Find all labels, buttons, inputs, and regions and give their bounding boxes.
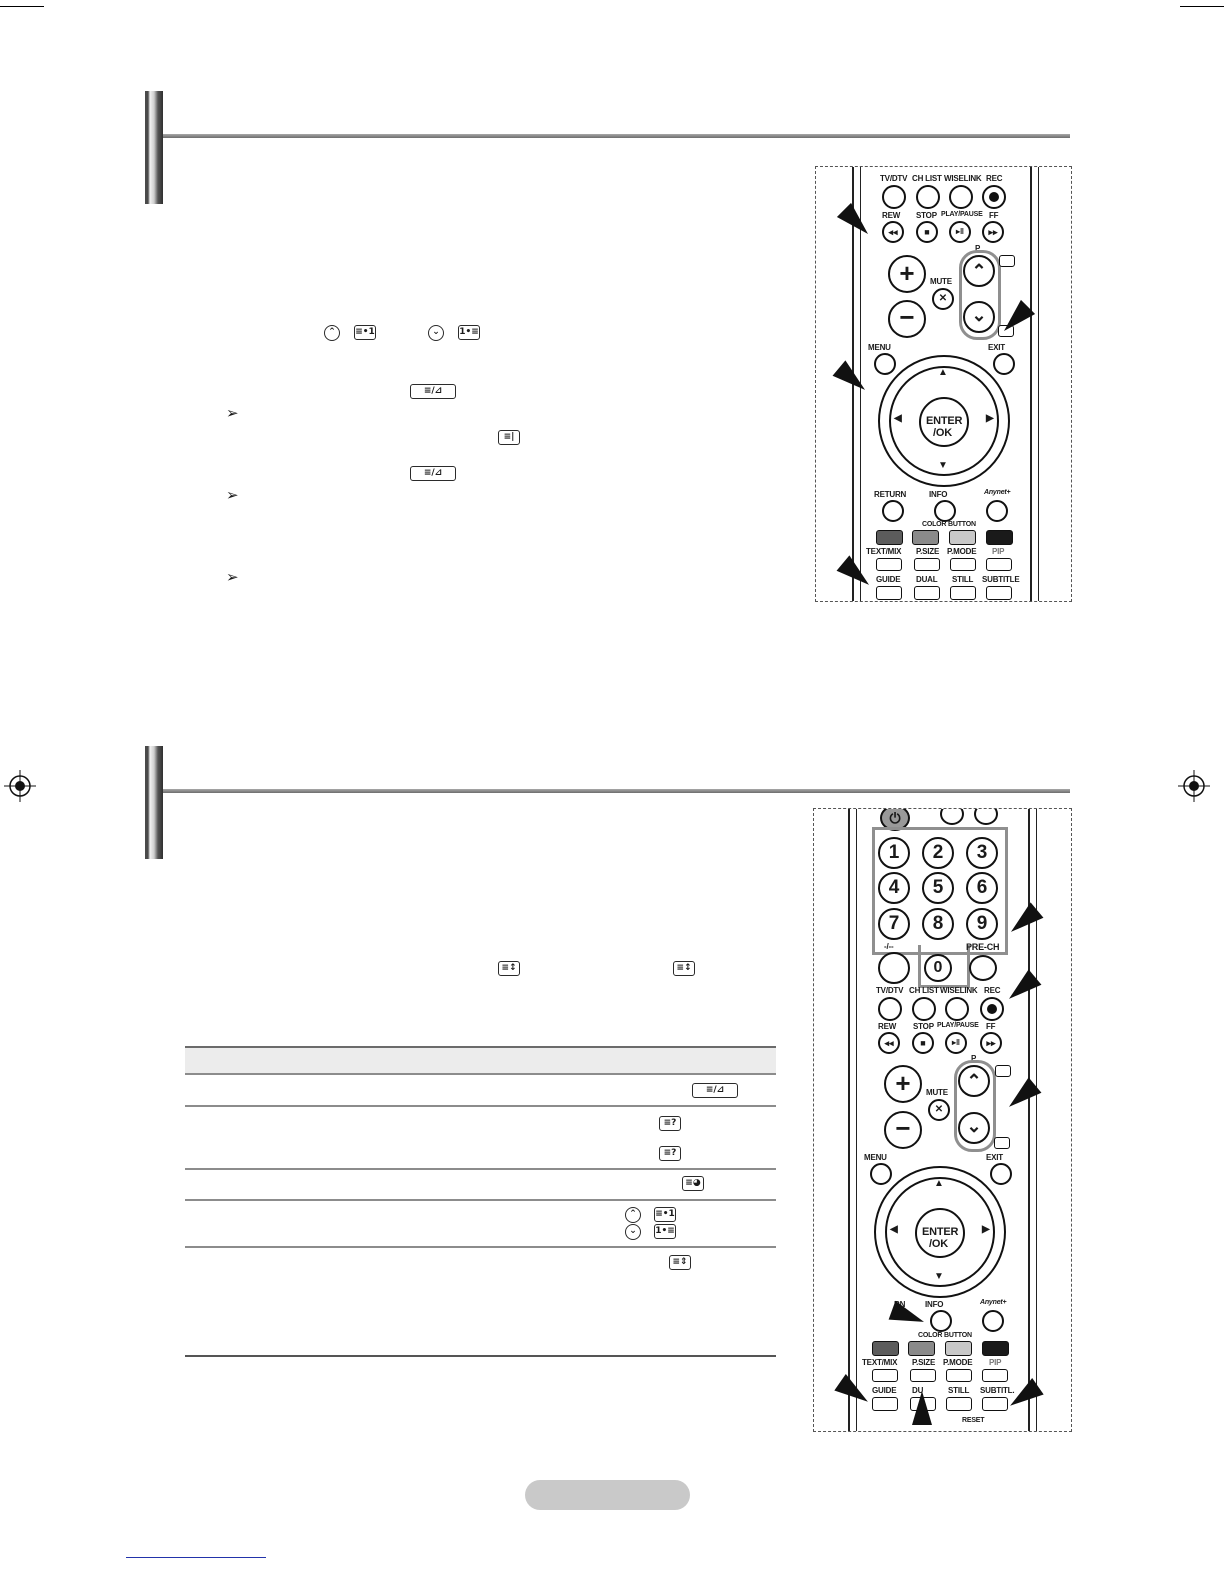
crop-mark-tl <box>0 6 44 7</box>
channel-down-glyph-icon: ⌄ <box>428 325 444 341</box>
play-pause-button[interactable]: ▸‖ <box>945 1032 967 1054</box>
ff-label: FF <box>986 1022 996 1031</box>
dual-label: DU <box>912 1386 924 1395</box>
page-number-pill <box>525 1480 690 1510</box>
p-size-label: P.SIZE <box>916 547 940 556</box>
text-mix-label: TEXT/MIX <box>866 547 902 556</box>
p-label: P <box>975 244 981 253</box>
size-glyph-icon: ≡↕ <box>673 961 695 976</box>
volume-up-button[interactable]: + <box>888 255 926 293</box>
teletext-page-down-glyph-icon: 1•≡ <box>654 1224 676 1239</box>
text-mix-button[interactable] <box>872 1369 898 1382</box>
return-label: RN <box>894 1300 906 1309</box>
page-down-side-label <box>994 1137 1010 1149</box>
channel-down-button[interactable]: ⌄ <box>958 1112 990 1144</box>
section-1-header-line <box>163 134 1070 138</box>
text-mix-glyph-icon: ≡/⊿ <box>410 466 456 481</box>
index-glyph-icon: ≡◕ <box>682 1176 704 1191</box>
p-mode-button[interactable] <box>946 1369 972 1382</box>
teletext-page-up-glyph-icon: ≡•1 <box>654 1207 676 1222</box>
tv-dtv-button[interactable] <box>878 997 902 1021</box>
digit-1-button[interactable]: 1 <box>878 837 910 869</box>
p-size-button[interactable] <box>910 1369 936 1382</box>
rew-button[interactable]: ◂◂ <box>878 1032 900 1054</box>
return-label: RETURN <box>874 490 907 499</box>
reveal-glyph-icon: ≡? <box>659 1116 681 1131</box>
store-glyph-icon: ≡⇕ <box>669 1255 691 1270</box>
dash-button[interactable] <box>878 952 910 984</box>
color-button-3[interactable] <box>949 530 976 545</box>
exit-label: EXIT <box>986 1153 1003 1162</box>
text-mix-glyph-icon: ≡/⊿ <box>410 384 456 399</box>
still-label: STILL <box>948 1386 970 1395</box>
wiselink-button[interactable] <box>945 997 969 1021</box>
ff-button[interactable]: ▸▸ <box>980 1032 1002 1054</box>
wiselink-button[interactable] <box>949 185 973 209</box>
volume-up-button[interactable]: + <box>884 1065 922 1103</box>
reveal-glyph-icon: ≡? <box>659 1146 681 1161</box>
digit-3-button[interactable]: 3 <box>966 837 998 869</box>
menu-label: MENU <box>864 1153 887 1162</box>
crop-mark-tr <box>1180 6 1224 7</box>
color-button-4[interactable] <box>986 530 1013 545</box>
p-mode-button[interactable] <box>950 558 976 571</box>
color-button-4[interactable] <box>982 1341 1009 1356</box>
guide-button[interactable] <box>872 1397 898 1411</box>
pip-button[interactable] <box>982 1369 1008 1382</box>
ff-button[interactable]: ▸▸ <box>982 221 1004 243</box>
page-up-side-label <box>995 1065 1011 1077</box>
pre-ch-label: PRE-CH <box>966 942 1000 952</box>
text-mix-glyph-icon: ≡/⊿ <box>692 1083 738 1098</box>
mute-label: MUTE <box>926 1088 948 1097</box>
text-mix-label: TEXT/MIX <box>862 1358 898 1367</box>
subtitle-button[interactable] <box>982 1397 1008 1411</box>
digit-4-button[interactable]: 4 <box>878 872 910 904</box>
rew-button[interactable]: ◂◂ <box>882 221 904 243</box>
ch-list-label: CH LIST <box>909 986 939 995</box>
play-pause-label: PLAY/PAUSE <box>937 1022 979 1029</box>
pointer-arrow-icon <box>833 360 872 397</box>
channel-down-glyph-icon: ⌄ <box>625 1224 641 1240</box>
digit-9-button[interactable]: 9 <box>966 908 998 940</box>
remote-edge-inner-left <box>856 809 857 1431</box>
p-size-button[interactable] <box>914 558 940 571</box>
color-button-2[interactable] <box>912 530 939 545</box>
anynet-label: Anynet+ <box>980 1299 1007 1306</box>
crop-mark-bottom <box>126 1557 266 1558</box>
dual-button[interactable] <box>914 586 940 600</box>
ch-list-label: CH LIST <box>912 174 942 183</box>
pointer-arrow-icon <box>912 1391 932 1425</box>
nav-left-arrow-icon[interactable]: ◀ <box>894 413 902 424</box>
remote-edge-inner-right <box>1036 809 1037 1431</box>
tv-dtv-label: TV/DTV <box>880 174 908 183</box>
tv-dtv-button[interactable] <box>882 185 906 209</box>
p-mode-label: P.MODE <box>947 547 977 556</box>
return-button[interactable] <box>882 500 904 522</box>
pip-button[interactable] <box>986 558 1012 571</box>
anynet-label: Anynet+ <box>984 489 1011 496</box>
text-top-button[interactable] <box>974 808 998 825</box>
info-label: INFO <box>929 490 948 499</box>
table-row-rule <box>185 1246 776 1248</box>
pointer-arrow-icon <box>837 203 875 241</box>
menu-label: MENU <box>868 343 891 352</box>
pre-ch-button[interactable] <box>969 955 997 981</box>
p-size-label: P.SIZE <box>912 1358 936 1367</box>
size-glyph-icon: ≡↕ <box>498 961 520 976</box>
ch-list-button[interactable] <box>916 185 940 209</box>
table-row-rule <box>185 1168 776 1170</box>
source-button[interactable] <box>940 808 964 825</box>
pointer-arrow-icon <box>834 1374 873 1410</box>
nav-up-arrow-icon[interactable]: ▲ <box>934 1178 944 1189</box>
color-button-1[interactable] <box>876 530 903 545</box>
mute-label: MUTE <box>930 277 952 286</box>
subtitle-label: SUBTITLE <box>982 575 1020 584</box>
nav-right-arrow-icon[interactable]: ▶ <box>982 1224 990 1235</box>
digit-0-button[interactable]: 0 <box>924 954 952 982</box>
table-row-rule <box>185 1105 776 1107</box>
info-button[interactable] <box>930 1310 952 1332</box>
nav-down-arrow-icon[interactable]: ▼ <box>938 460 948 471</box>
dual-label: DUAL <box>916 575 938 584</box>
volume-down-button[interactable]: − <box>884 1111 922 1149</box>
remote-illustration-top <box>815 166 1072 602</box>
note-arrow-icon: ➢ <box>226 486 239 504</box>
pointer-arrow-icon <box>889 1301 928 1331</box>
rec-label: REC <box>984 986 1001 995</box>
subtitle-label: SUBTITL. <box>980 1386 1015 1395</box>
anynet-button[interactable] <box>986 500 1008 522</box>
ff-label: FF <box>989 211 999 220</box>
teletext-page-down-glyph-icon: 1•≡ <box>458 325 480 340</box>
pip-label: PIP <box>992 547 1005 556</box>
stop-label: STOP <box>916 211 937 220</box>
color-button-2[interactable] <box>908 1341 935 1356</box>
tv-dtv-label: TV/DTV <box>876 986 904 995</box>
menu-button[interactable] <box>874 353 896 375</box>
ch-list-button[interactable] <box>912 997 936 1021</box>
record-dot-icon <box>989 192 999 202</box>
wiselink-label: WISELINK <box>940 986 978 995</box>
rew-label: REW <box>882 211 901 220</box>
still-label: STILL <box>952 575 974 584</box>
play-pause-button[interactable]: ▸‖ <box>949 221 971 243</box>
pointer-arrow-icon <box>837 555 876 592</box>
note-arrow-icon: ➢ <box>226 404 239 422</box>
channel-up-button[interactable]: ⌃ <box>958 1065 990 1097</box>
registration-mark-right-icon <box>1178 770 1210 802</box>
nav-right-arrow-icon[interactable]: ▶ <box>986 413 994 424</box>
mute-button[interactable]: ✕ <box>928 1099 950 1121</box>
play-pause-label: PLAY/PAUSE <box>941 211 983 218</box>
info-button[interactable] <box>934 500 956 522</box>
teletext-page-up-glyph-icon: ≡•1 <box>354 325 376 340</box>
enter-label: ENTER <box>922 1226 959 1238</box>
channel-up-button[interactable]: ⌃ <box>963 255 995 287</box>
pip-label: PIP <box>989 1358 1002 1367</box>
exit-button[interactable] <box>990 1163 1012 1185</box>
rew-label: REW <box>878 1022 897 1031</box>
remote-illustration-bottom <box>813 808 1072 1432</box>
remote-edge-left <box>848 809 850 1431</box>
digit-8-button[interactable]: 8 <box>922 908 954 940</box>
reset-label: RESET <box>962 1417 985 1424</box>
stop-button[interactable]: ■ <box>912 1032 934 1054</box>
table-header-band <box>185 1048 776 1073</box>
table-row-rule <box>185 1073 776 1075</box>
hold-glyph-icon: ≡| <box>498 430 520 445</box>
record-dot-icon <box>987 1004 997 1014</box>
rec-button[interactable] <box>982 185 1006 209</box>
guide-label: GUIDE <box>872 1386 897 1395</box>
digit-6-button[interactable]: 6 <box>966 872 998 904</box>
channel-up-glyph-icon: ⌃ <box>324 325 340 341</box>
pointer-arrow-icon <box>1005 902 1044 939</box>
nav-up-arrow-icon[interactable]: ▲ <box>938 367 948 378</box>
rec-label: REC <box>986 174 1003 183</box>
info-label: INFO <box>925 1300 944 1309</box>
menu-button[interactable] <box>870 1163 892 1185</box>
remote-edge-right <box>1030 167 1032 601</box>
pointer-arrow-icon <box>1004 1378 1043 1414</box>
stop-label: STOP <box>913 1022 934 1031</box>
digit-2-button[interactable]: 2 <box>922 837 954 869</box>
dash-label: -/-- <box>884 942 894 951</box>
section-1-header-bar <box>145 91 163 204</box>
still-button[interactable] <box>946 1397 972 1411</box>
ok-label: /OK <box>929 1238 948 1250</box>
guide-button[interactable] <box>876 586 902 600</box>
enter-label: ENTER <box>926 415 963 427</box>
section-2-header-bar <box>145 746 163 859</box>
still-button[interactable] <box>950 586 976 600</box>
exit-button[interactable] <box>993 353 1015 375</box>
nav-down-arrow-icon[interactable]: ▼ <box>934 1271 944 1282</box>
p-mode-label: P.MODE <box>943 1358 973 1367</box>
power-button[interactable]: ⏻ <box>880 808 910 831</box>
table-row-rule <box>185 1199 776 1201</box>
channel-down-button[interactable]: ⌄ <box>963 301 995 333</box>
color-button-label: COLOR BUTTON <box>922 521 976 528</box>
guide-label: GUIDE <box>876 575 901 584</box>
digit-7-button[interactable]: 7 <box>878 908 910 940</box>
exit-label: EXIT <box>988 343 1005 352</box>
table-bottom-rule <box>185 1355 776 1357</box>
p-label: P <box>971 1054 977 1063</box>
rec-button[interactable] <box>980 997 1004 1021</box>
registration-mark-left-icon <box>4 770 36 802</box>
channel-up-glyph-icon: ⌃ <box>625 1207 641 1223</box>
remote-edge-inner-right <box>1038 167 1039 601</box>
ok-label: /OK <box>933 427 952 439</box>
subtitle-button[interactable] <box>986 586 1012 600</box>
color-button-1[interactable] <box>872 1341 899 1356</box>
wiselink-label: WISELINK <box>944 174 982 183</box>
mute-button[interactable]: ✕ <box>932 288 954 310</box>
anynet-button[interactable] <box>982 1310 1004 1332</box>
page-up-side-label <box>999 255 1015 267</box>
note-arrow-icon: ➢ <box>226 568 239 586</box>
stop-button[interactable]: ■ <box>916 221 938 243</box>
text-mix-button[interactable] <box>876 558 902 571</box>
section-2-header-line <box>163 789 1070 793</box>
volume-down-button[interactable]: − <box>888 300 926 338</box>
color-button-label: COLOR BUTTON <box>918 1332 972 1339</box>
digit-5-button[interactable]: 5 <box>922 872 954 904</box>
nav-left-arrow-icon[interactable]: ◀ <box>890 1224 898 1235</box>
color-button-3[interactable] <box>945 1341 972 1356</box>
